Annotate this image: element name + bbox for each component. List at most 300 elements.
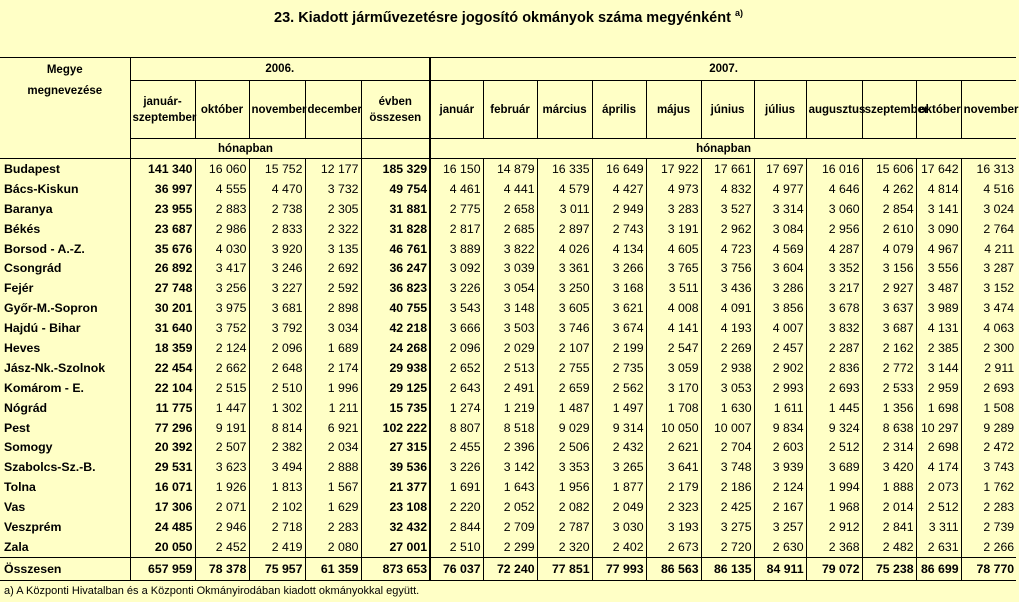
- cell-value: 3 487: [916, 278, 961, 298]
- cell-value: 3 748: [701, 457, 754, 477]
- table-row: [0, 398, 1016, 418]
- cell-value: 10 007: [701, 418, 754, 438]
- cell-value: 3 494: [249, 457, 305, 477]
- month-header-2007-3: április: [592, 81, 646, 139]
- cell-value: 2 685: [483, 219, 537, 239]
- county-column-header: [0, 58, 130, 159]
- cell-value: 2 472: [961, 437, 1016, 457]
- cell-value: 2 220: [430, 497, 483, 517]
- cell-value: 3 250: [537, 278, 592, 298]
- cell-value: 1 567: [305, 477, 361, 497]
- cell-value: 4 262: [862, 179, 916, 199]
- cell-value: 2 124: [195, 338, 249, 358]
- cell-value: 3 920: [249, 239, 305, 259]
- cell-value: 72 240: [483, 557, 537, 580]
- cell-value: 29 531: [130, 457, 195, 477]
- cell-value: 4 030: [195, 239, 249, 259]
- total-row: [0, 557, 1016, 580]
- cell-value: 2 547: [646, 338, 701, 358]
- cell-value: 2 199: [592, 338, 646, 358]
- cell-value: 2 652: [430, 358, 483, 378]
- cell-value: 3 605: [537, 298, 592, 318]
- table-row: [0, 219, 1016, 239]
- cell-value: 2 610: [862, 219, 916, 239]
- cell-value: 2 693: [806, 378, 862, 398]
- cell-value: 2 841: [862, 517, 916, 537]
- cell-value: 2 096: [249, 338, 305, 358]
- cell-value: 657 959: [130, 557, 195, 580]
- cell-value: 2 305: [305, 199, 361, 219]
- cell-value: 2 167: [754, 497, 806, 517]
- cell-value: 2 455: [430, 437, 483, 457]
- cell-value: 2 314: [862, 437, 916, 457]
- cell-value: 2 186: [701, 477, 754, 497]
- cell-value: 2 515: [195, 378, 249, 398]
- cell-value: 1 445: [806, 398, 862, 418]
- cell-value: 1 956: [537, 477, 592, 497]
- cell-value: 2 673: [646, 537, 701, 557]
- cell-value: 2 266: [961, 537, 1016, 557]
- cell-value: 15 606: [862, 159, 916, 179]
- cell-value: 3 678: [806, 298, 862, 318]
- cell-value: 2 510: [430, 537, 483, 557]
- cell-value: 2 385: [916, 338, 961, 358]
- cell-value: 4 646: [806, 179, 862, 199]
- cell-value: 1 487: [537, 398, 592, 418]
- cell-value: 20 392: [130, 437, 195, 457]
- cell-value: 9 324: [806, 418, 862, 438]
- cell-value: 77 296: [130, 418, 195, 438]
- cell-value: 2 927: [862, 278, 916, 298]
- cell-value: 4 287: [806, 239, 862, 259]
- cell-value: 39 536: [361, 457, 430, 477]
- month-header-2006-0: január-szeptember: [130, 81, 195, 139]
- cell-value: 2 938: [701, 358, 754, 378]
- cell-value: 1 996: [305, 378, 361, 398]
- county-name: Heves: [4, 340, 41, 355]
- month-header-2007-7: augusztus: [806, 81, 862, 139]
- cell-value: 3 148: [483, 298, 537, 318]
- cell-value: 8 814: [249, 418, 305, 438]
- cell-value: 86 699: [916, 557, 961, 580]
- cell-value: 16 649: [592, 159, 646, 179]
- table-header: [0, 58, 1019, 159]
- cell-value: 3 989: [916, 298, 961, 318]
- cell-value: 3 142: [483, 457, 537, 477]
- month-header-2007-9: október: [916, 81, 961, 139]
- cell-value: 3 226: [430, 278, 483, 298]
- data-table: [0, 57, 1019, 581]
- cell-value: 2 287: [806, 338, 862, 358]
- cell-value: 4 977: [754, 179, 806, 199]
- cell-value: 2 698: [916, 437, 961, 457]
- cell-value: 2 658: [483, 199, 537, 219]
- cell-value: 15 735: [361, 398, 430, 418]
- cell-value: 2 510: [249, 378, 305, 398]
- cell-value: 1 302: [249, 398, 305, 418]
- cell-value: 3 226: [430, 457, 483, 477]
- cell-value: 9 029: [537, 418, 592, 438]
- cell-value: 2 052: [483, 497, 537, 517]
- cell-value: 2 102: [249, 497, 305, 517]
- table-row: [0, 258, 1016, 278]
- cell-value: 4 832: [701, 179, 754, 199]
- month-header-2006-1: október: [195, 81, 249, 139]
- county-name: Összesen: [0, 557, 130, 580]
- cell-value: 2 833: [249, 219, 305, 239]
- cell-value: 1 447: [195, 398, 249, 418]
- cell-value: 14 879: [483, 159, 537, 179]
- cell-value: 2 735: [592, 358, 646, 378]
- month-header-2007-10: november: [961, 81, 1016, 139]
- cell-value: 2 949: [592, 199, 646, 219]
- year-2007-header: 2007.: [430, 58, 1016, 81]
- table-row: [0, 358, 1016, 378]
- cell-value: 3 856: [754, 298, 806, 318]
- cell-value: 2 512: [916, 497, 961, 517]
- cell-value: 18 359: [130, 338, 195, 358]
- cell-value: 3 822: [483, 239, 537, 259]
- cell-value: 3 527: [701, 199, 754, 219]
- cell-value: 36 997: [130, 179, 195, 199]
- cell-value: 1 356: [862, 398, 916, 418]
- cell-value: 2 283: [961, 497, 1016, 517]
- cell-value: 8 518: [483, 418, 537, 438]
- cell-value: 3 266: [592, 258, 646, 278]
- cell-value: 3 283: [646, 199, 701, 219]
- month-header-2007-1: február: [483, 81, 537, 139]
- cell-value: 2 883: [195, 199, 249, 219]
- cell-value: 4 967: [916, 239, 961, 259]
- cell-value: 1 497: [592, 398, 646, 418]
- county-name: Pest: [4, 420, 30, 435]
- cell-value: 31 828: [361, 219, 430, 239]
- cell-value: 1 762: [961, 477, 1016, 497]
- cell-value: 24 268: [361, 338, 430, 358]
- cell-value: 8 638: [862, 418, 916, 438]
- cell-value: 1 994: [806, 477, 862, 497]
- cell-value: 2 107: [537, 338, 592, 358]
- cell-value: 36 247: [361, 258, 430, 278]
- month-header-2007-8: szeptember: [862, 81, 916, 139]
- cell-value: 3 152: [961, 278, 1016, 298]
- cell-value: 3 623: [195, 457, 249, 477]
- county-name: Bács-Kiskun: [4, 181, 79, 196]
- cell-value: 78 770: [961, 557, 1016, 580]
- cell-value: 4 470: [249, 179, 305, 199]
- table-row: [0, 497, 1016, 517]
- cell-value: 2 630: [754, 537, 806, 557]
- cell-value: 27 315: [361, 437, 430, 457]
- cell-value: 2 049: [592, 497, 646, 517]
- cell-value: 16 313: [961, 159, 1016, 179]
- county-name: Vas: [4, 500, 26, 515]
- cell-value: 3 090: [916, 219, 961, 239]
- cell-value: 4 174: [916, 457, 961, 477]
- cell-value: 3 743: [961, 457, 1016, 477]
- table-row: [0, 437, 1016, 457]
- cell-value: 2 911: [961, 358, 1016, 378]
- cell-value: 84 911: [754, 557, 806, 580]
- cell-value: 2 787: [537, 517, 592, 537]
- cell-value: 2 709: [483, 517, 537, 537]
- total-2006-header: évben összesen: [361, 81, 430, 139]
- cell-value: 2 457: [754, 338, 806, 358]
- cell-value: 2 082: [537, 497, 592, 517]
- cell-value: 76 037: [430, 557, 483, 580]
- county-name: Zala: [4, 539, 29, 554]
- cell-value: 40 755: [361, 298, 430, 318]
- cell-value: 1 630: [701, 398, 754, 418]
- month-header-2007-5: június: [701, 81, 754, 139]
- county-name: Csongrád: [4, 261, 62, 276]
- cell-value: 3 436: [701, 278, 754, 298]
- cell-value: 2 755: [537, 358, 592, 378]
- cell-value: 2 425: [701, 497, 754, 517]
- table-row: [0, 378, 1016, 398]
- cell-value: 2 692: [305, 258, 361, 278]
- cell-value: 2 396: [483, 437, 537, 457]
- county-name: Veszprém: [4, 519, 62, 534]
- cell-value: 77 851: [537, 557, 592, 580]
- cell-value: 2 844: [430, 517, 483, 537]
- cell-value: 3 246: [249, 258, 305, 278]
- cell-value: 4 063: [961, 318, 1016, 338]
- cell-value: 27 001: [361, 537, 430, 557]
- cell-value: 2 562: [592, 378, 646, 398]
- county-name: Győr-M.-Sopron: [4, 301, 98, 316]
- cell-value: 2 898: [305, 298, 361, 318]
- cell-value: 23 687: [130, 219, 195, 239]
- cell-value: 3 257: [754, 517, 806, 537]
- cell-value: 30 201: [130, 298, 195, 318]
- cell-value: 3 474: [961, 298, 1016, 318]
- cell-value: 32 432: [361, 517, 430, 537]
- cell-value: 9 191: [195, 418, 249, 438]
- cell-value: 35 676: [130, 239, 195, 259]
- cell-value: 3 217: [806, 278, 862, 298]
- cell-value: 2 071: [195, 497, 249, 517]
- table-row: [0, 477, 1016, 497]
- cell-value: 2 854: [862, 199, 916, 219]
- year-2006-header: 2006.: [130, 58, 430, 81]
- county-name: Nógrád: [4, 400, 48, 415]
- county-name: Somogy: [4, 440, 53, 455]
- cell-value: 4 193: [701, 318, 754, 338]
- cell-value: 4 814: [916, 179, 961, 199]
- cell-value: 3 039: [483, 258, 537, 278]
- cell-value: 3 060: [806, 199, 862, 219]
- cell-value: 3 756: [701, 258, 754, 278]
- cell-value: 3 011: [537, 199, 592, 219]
- unit-label-2007: hónapban: [430, 139, 1016, 159]
- table-row: [0, 537, 1016, 557]
- table-row: [0, 418, 1016, 438]
- cell-value: 1 211: [305, 398, 361, 418]
- cell-value: 2 419: [249, 537, 305, 557]
- cell-value: 2 888: [305, 457, 361, 477]
- table-row: [0, 298, 1016, 318]
- cell-value: 2 533: [862, 378, 916, 398]
- cell-value: 1 689: [305, 338, 361, 358]
- cell-value: 75 957: [249, 557, 305, 580]
- county-name: Szabolcs-Sz.-B.: [4, 460, 96, 475]
- cell-value: 9 289: [961, 418, 1016, 438]
- cell-value: 2 513: [483, 358, 537, 378]
- cell-value: 61 359: [305, 557, 361, 580]
- cell-value: 2 738: [249, 199, 305, 219]
- month-header-2007-0: január: [430, 81, 483, 139]
- month-header-2007-6: július: [754, 81, 806, 139]
- cell-value: 3 361: [537, 258, 592, 278]
- cell-value: 1 926: [195, 477, 249, 497]
- table-body: [0, 159, 1016, 581]
- cell-value: 3 227: [249, 278, 305, 298]
- county-name: Hajdú - Bihar: [4, 321, 81, 336]
- unit-spacer: [361, 139, 430, 159]
- cell-value: 1 508: [961, 398, 1016, 418]
- table-row: [0, 239, 1016, 259]
- cell-value: 1 708: [646, 398, 701, 418]
- cell-value: 2 631: [916, 537, 961, 557]
- cell-value: 2 897: [537, 219, 592, 239]
- cell-value: 2 662: [195, 358, 249, 378]
- cell-value: 2 659: [537, 378, 592, 398]
- cell-value: 3 034: [305, 318, 361, 338]
- cell-value: 9 314: [592, 418, 646, 438]
- table-row: [0, 159, 1016, 179]
- cell-value: 20 050: [130, 537, 195, 557]
- month-header-2007-4: május: [646, 81, 701, 139]
- table-row: [0, 338, 1016, 358]
- cell-value: 2 507: [195, 437, 249, 457]
- cell-value: 4 441: [483, 179, 537, 199]
- cell-value: 2 962: [701, 219, 754, 239]
- cell-value: 1 219: [483, 398, 537, 418]
- cell-value: 2 603: [754, 437, 806, 457]
- cell-value: 3 193: [646, 517, 701, 537]
- cell-value: 12 177: [305, 159, 361, 179]
- cell-value: 2 718: [249, 517, 305, 537]
- cell-value: 10 050: [646, 418, 701, 438]
- cell-value: 2 739: [961, 517, 1016, 537]
- cell-value: 4 026: [537, 239, 592, 259]
- cell-value: 9 834: [754, 418, 806, 438]
- cell-value: 2 174: [305, 358, 361, 378]
- cell-value: 3 135: [305, 239, 361, 259]
- county-name: Békés: [4, 221, 41, 236]
- cell-value: 86 135: [701, 557, 754, 580]
- cell-value: 1 888: [862, 477, 916, 497]
- cell-value: 26 892: [130, 258, 195, 278]
- cell-value: 4 007: [754, 318, 806, 338]
- cell-value: 1 691: [430, 477, 483, 497]
- cell-value: 17 661: [701, 159, 754, 179]
- cell-value: 2 300: [961, 338, 1016, 358]
- cell-value: 78 378: [195, 557, 249, 580]
- cell-value: 31 640: [130, 318, 195, 338]
- cell-value: 4 211: [961, 239, 1016, 259]
- cell-value: 3 746: [537, 318, 592, 338]
- cell-value: 31 881: [361, 199, 430, 219]
- footnote: a) A Központi Hivatalban és a Központi Okmányirodában kiadott okmányokkal együtt.: [4, 585, 420, 597]
- cell-value: 86 563: [646, 557, 701, 580]
- cell-value: 3 420: [862, 457, 916, 477]
- cell-value: 2 912: [806, 517, 862, 537]
- cell-value: 2 432: [592, 437, 646, 457]
- cell-value: 15 752: [249, 159, 305, 179]
- county-name: Fejér: [4, 281, 34, 296]
- cell-value: 1 611: [754, 398, 806, 418]
- cell-value: 3 053: [701, 378, 754, 398]
- cell-value: 2 320: [537, 537, 592, 557]
- cell-value: 1 968: [806, 497, 862, 517]
- cell-value: 2 073: [916, 477, 961, 497]
- cell-value: 75 238: [862, 557, 916, 580]
- cell-value: 2 836: [806, 358, 862, 378]
- cell-value: 1 274: [430, 398, 483, 418]
- cell-value: 17 642: [916, 159, 961, 179]
- cell-value: 3 832: [806, 318, 862, 338]
- cell-value: 2 323: [646, 497, 701, 517]
- cell-value: 36 823: [361, 278, 430, 298]
- cell-value: 3 543: [430, 298, 483, 318]
- cell-value: 4 555: [195, 179, 249, 199]
- table-row: [0, 179, 1016, 199]
- cell-value: 6 921: [305, 418, 361, 438]
- table-row: [0, 517, 1016, 537]
- cell-value: 3 024: [961, 199, 1016, 219]
- cell-value: 2 720: [701, 537, 754, 557]
- cell-value: 2 772: [862, 358, 916, 378]
- cell-value: 2 817: [430, 219, 483, 239]
- cell-value: 3 084: [754, 219, 806, 239]
- cell-value: 3 975: [195, 298, 249, 318]
- cell-value: 22 454: [130, 358, 195, 378]
- cell-value: 2 322: [305, 219, 361, 239]
- cell-value: 4 008: [646, 298, 701, 318]
- cell-value: 42 218: [361, 318, 430, 338]
- title-footnote-marker: a): [734, 8, 743, 18]
- cell-value: 17 306: [130, 497, 195, 517]
- cell-value: 4 079: [862, 239, 916, 259]
- cell-value: 3 287: [961, 258, 1016, 278]
- cell-value: 2 162: [862, 338, 916, 358]
- cell-value: 4 973: [646, 179, 701, 199]
- cell-value: 3 311: [916, 517, 961, 537]
- month-header-2007-2: március: [537, 81, 592, 139]
- cell-value: 29 938: [361, 358, 430, 378]
- cell-value: 4 461: [430, 179, 483, 199]
- county-name: Baranya: [4, 201, 53, 216]
- cell-value: 16 016: [806, 159, 862, 179]
- cell-value: 4 569: [754, 239, 806, 259]
- cell-value: 2 993: [754, 378, 806, 398]
- unit-row: [0, 139, 1016, 159]
- cell-value: 2 269: [701, 338, 754, 358]
- county-header-line1: Megye: [46, 64, 83, 76]
- cell-value: 3 417: [195, 258, 249, 278]
- cell-value: 3 681: [249, 298, 305, 318]
- cell-value: 29 125: [361, 378, 430, 398]
- cell-value: 3 666: [430, 318, 483, 338]
- table-row: [0, 278, 1016, 298]
- cell-value: 185 329: [361, 159, 430, 179]
- table-row: [0, 457, 1016, 477]
- cell-value: 2 096: [430, 338, 483, 358]
- cell-value: 2 704: [701, 437, 754, 457]
- cell-value: 11 775: [130, 398, 195, 418]
